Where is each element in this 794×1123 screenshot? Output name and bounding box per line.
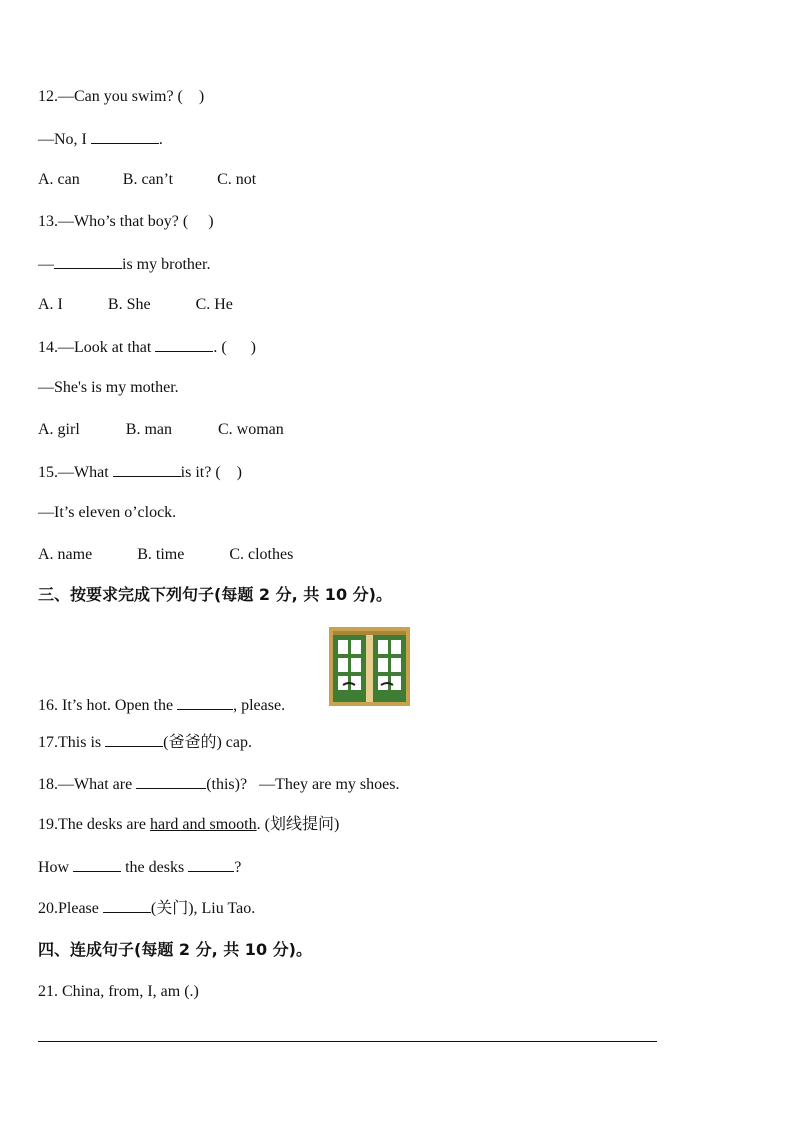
q15-options	[38, 545, 293, 565]
q12-question: 12.—Can you swim? ( )	[38, 88, 205, 105]
q21-answer-line[interactable]	[38, 1041, 657, 1042]
q13-answer-line: — is my brother.	[38, 256, 211, 273]
q19-blank-2[interactable]	[188, 857, 234, 872]
q20-question: 20.Please (关门), Liu Tao.	[38, 900, 256, 917]
q18-blank[interactable]	[136, 774, 206, 789]
q13-question: 13.—Who’s that boy? ( )	[38, 213, 214, 230]
q14-options	[38, 420, 284, 440]
q12-option-a[interactable]: A. can	[38, 171, 80, 188]
q14-blank[interactable]	[155, 337, 213, 352]
q18-question: 18.—What are (this)? —They are my shoes.	[38, 776, 400, 793]
q14-option-c[interactable]: C. woman	[218, 421, 284, 438]
q15-option-b[interactable]: B. time	[137, 546, 185, 563]
q19-underlined-phrase: hard and smooth	[149, 816, 257, 833]
window-icon	[329, 627, 410, 706]
q17-blank[interactable]	[105, 732, 163, 747]
q12-option-b[interactable]: B. can’t	[122, 171, 174, 188]
q16-blank[interactable]	[177, 695, 233, 710]
q15-blank[interactable]	[113, 462, 181, 477]
q12-option-c[interactable]: C. not	[217, 171, 257, 188]
q16-question: 16. It’s hot. Open the , please.	[38, 697, 286, 714]
q14-option-a[interactable]: A. girl	[38, 421, 80, 438]
q12-blank[interactable]	[91, 129, 159, 144]
q13-blank[interactable]	[54, 254, 122, 269]
q19-question: 19.The desks are hard and smooth. (划线提问)	[38, 816, 340, 833]
q15-question: 15.—What is it? ( )	[38, 464, 242, 481]
section-4-heading: 四、连成句子(每题 2 分, 共 10 分)。	[38, 940, 312, 959]
q15-option-a[interactable]: A. name	[38, 546, 93, 563]
q12-answer-line: —No, I .	[38, 131, 163, 148]
q21-question: 21. China, from, I, am (.)	[38, 983, 199, 1000]
q13-options	[38, 295, 233, 315]
q15-response: —It’s eleven o’clock.	[38, 504, 177, 521]
q20-blank[interactable]	[103, 898, 151, 913]
q15-option-c[interactable]: C. clothes	[229, 546, 294, 563]
section-3-heading: 三、按要求完成下列句子(每题 2 分, 共 10 分)。	[38, 585, 392, 604]
q19-answer-line: How the desks ?	[38, 859, 242, 876]
q14-question: 14.—Look at that . ( )	[38, 339, 256, 356]
q13-option-c[interactable]: C. He	[195, 296, 233, 313]
q17-question: 17.This is (爸爸的) cap.	[38, 734, 252, 751]
q12-options	[38, 170, 256, 190]
q13-option-a[interactable]: A. I	[38, 296, 63, 313]
q13-option-b[interactable]: B. She	[107, 296, 151, 313]
q19-blank-1[interactable]	[73, 857, 121, 872]
q14-response: —She's is my mother.	[38, 379, 179, 396]
q14-option-b[interactable]: B. man	[125, 421, 172, 438]
